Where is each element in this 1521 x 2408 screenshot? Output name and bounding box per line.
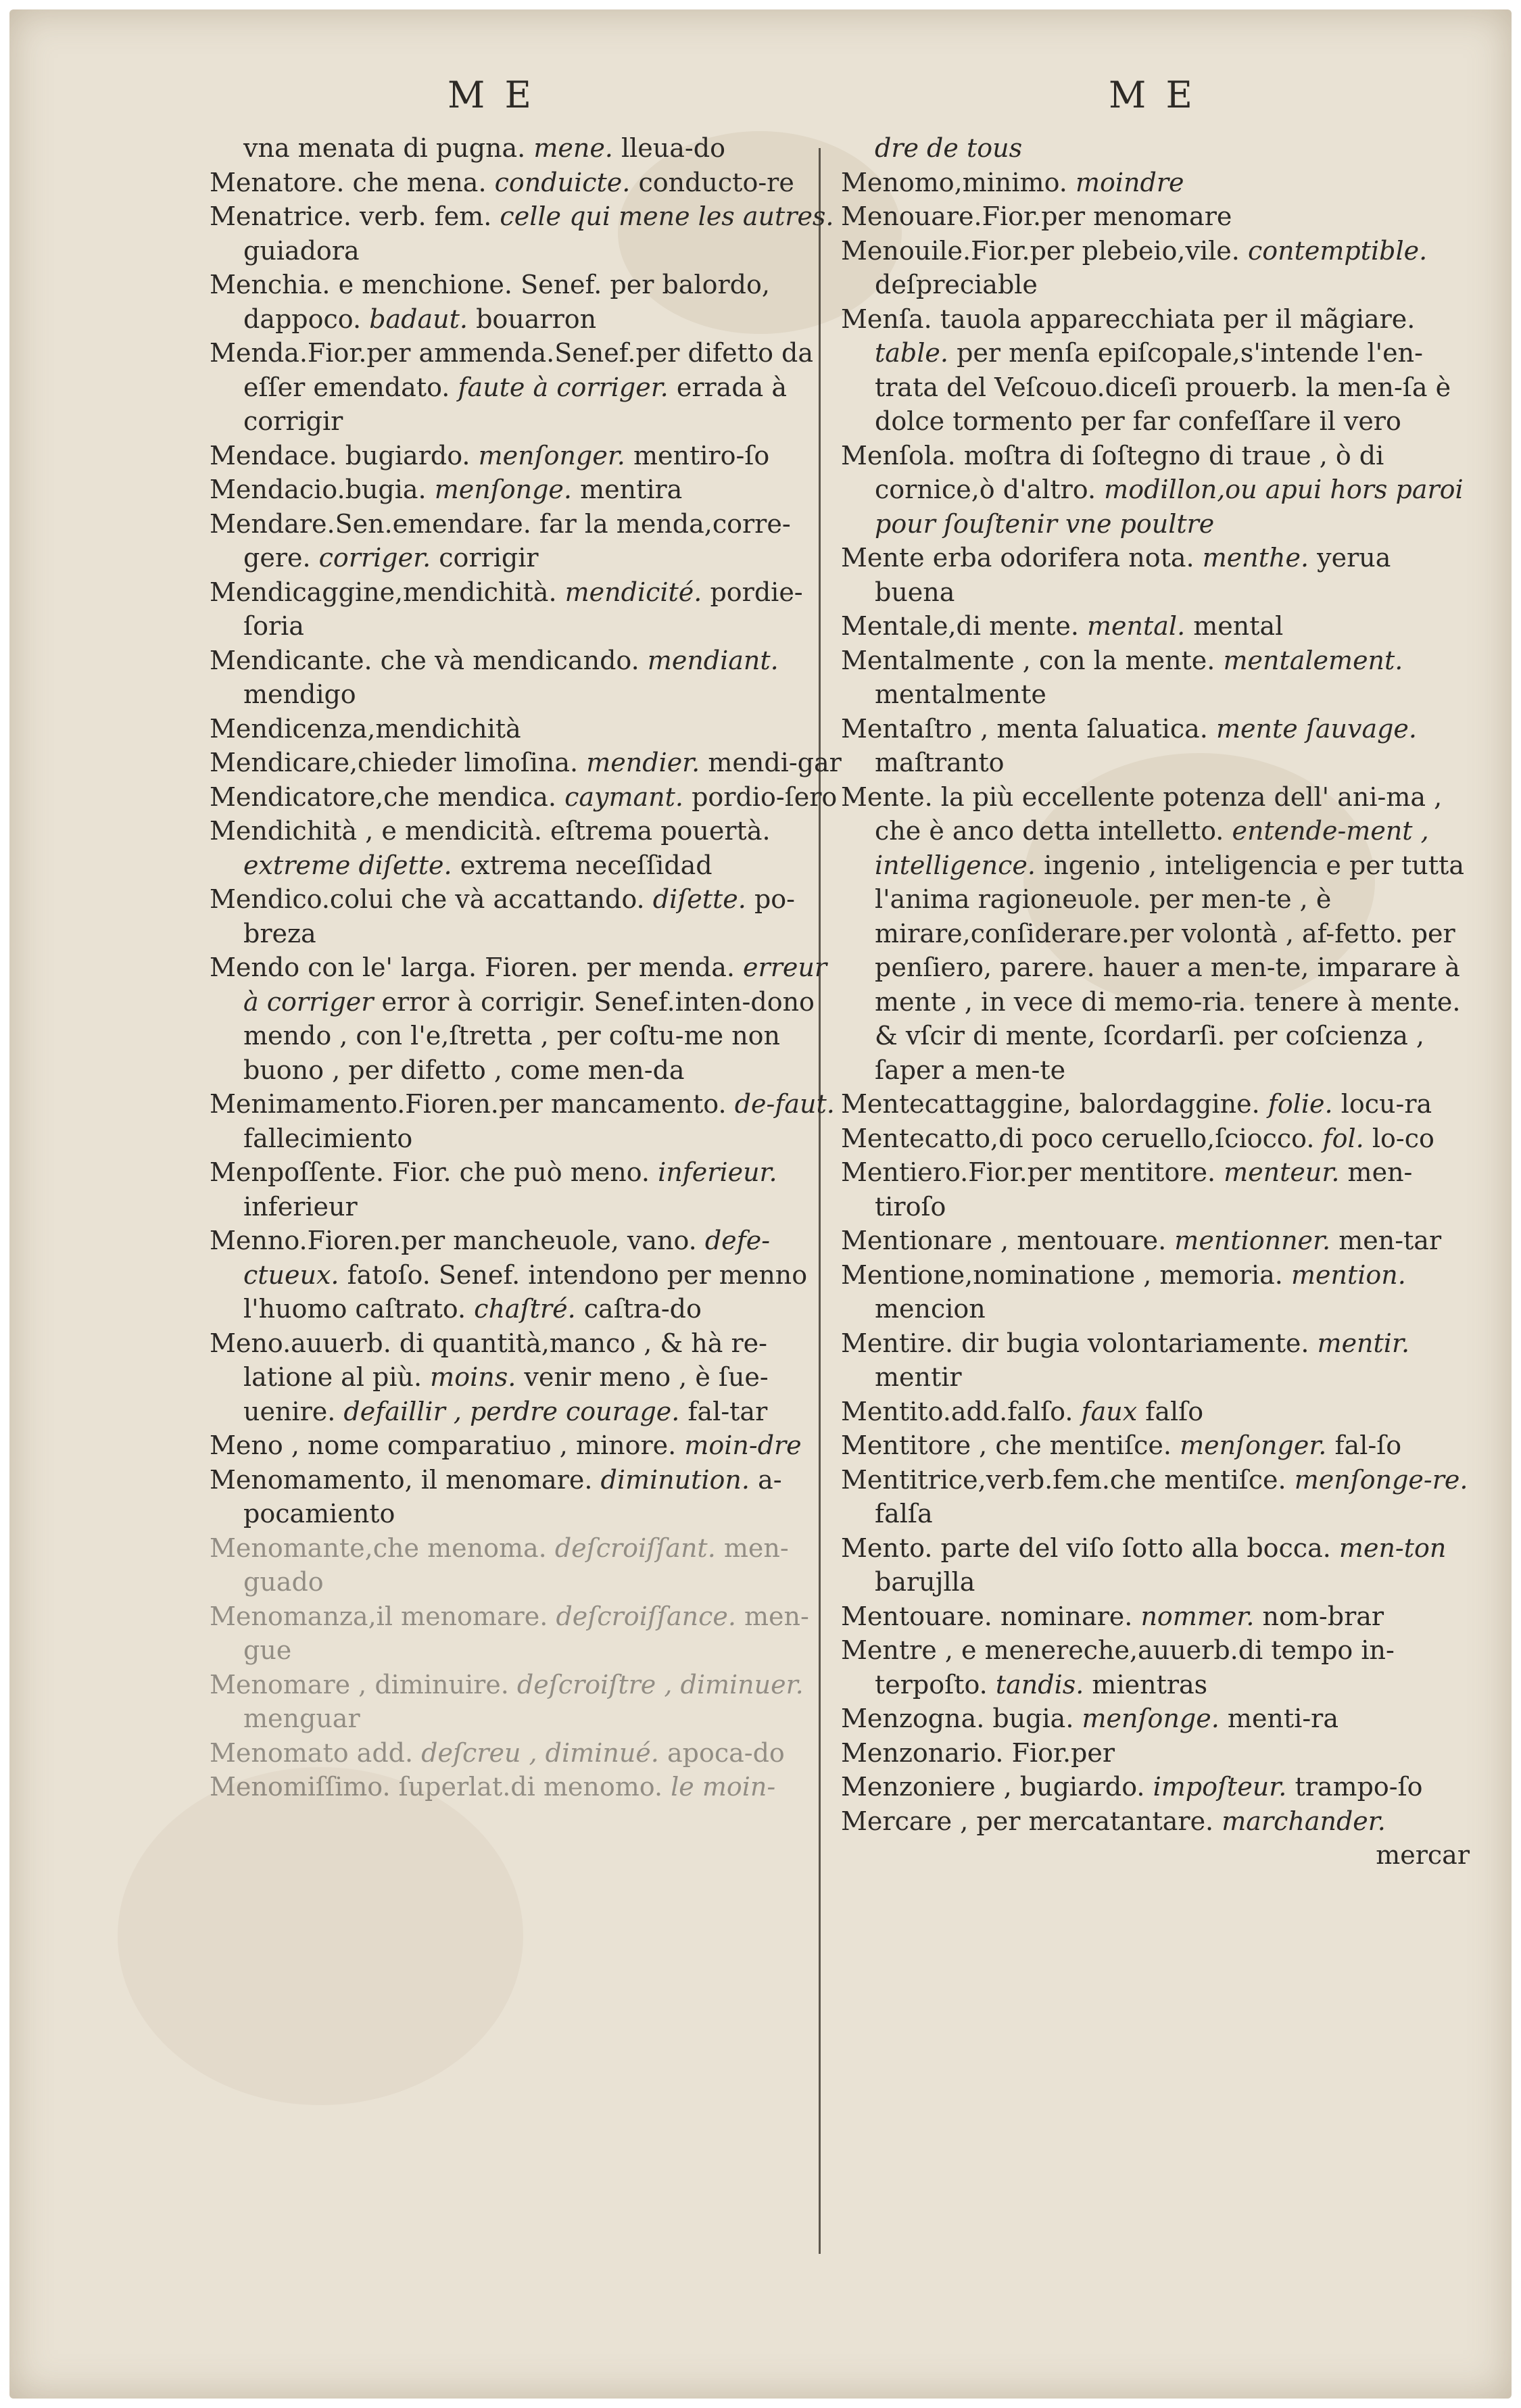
entry-text: Menchia. e menchione. Senef. per balordo, dappoco. [210,270,770,334]
entry-text: Menſa. tauola apparecchiata per il mãgiare. [841,304,1416,334]
entry-text: Mentecattaggine, balordaggine. [841,1089,1260,1119]
dictionary-entry [841,1804,1470,1839]
entry-translation: nommer. [1140,1601,1255,1631]
dictionary-entry [841,199,1470,234]
entry-text: extrema neceſſidad [460,850,713,880]
entry-text: men-guado [243,1533,789,1597]
entry-translation: conduicte. [494,167,631,197]
entry-translation: menthe. [1202,543,1309,573]
entry-translation: folie. [1268,1089,1333,1119]
entry-translation: menſonge. [1082,1704,1220,1733]
entry-text: deſpreciable [875,270,1038,299]
dictionary-entry [841,1122,1470,1156]
entry-text: mentiro-ſo [633,440,770,471]
entry-translation: fol. [1322,1123,1364,1153]
dictionary-entry [210,131,845,166]
entry-text: Mentecatto,di poco ceruello,ſciocco. [841,1123,1315,1153]
entry-translation: corriger. [318,543,431,573]
dictionary-entry [841,1224,1470,1258]
dictionary-entry [210,1155,845,1224]
entry-text: mentir [875,1362,962,1392]
dictionary-entry [210,166,845,200]
entry-translation: marchander. [1222,1806,1386,1836]
entry-text: Mente erba odorifera nota. [841,543,1194,573]
entry-text: mendi-gar [708,748,842,777]
dictionary-entry [841,780,1470,1088]
entry-text: po-breza [243,884,795,948]
dictionary-entry [841,439,1470,541]
entry-text: Mendacio.bugia. [210,475,427,504]
entry-translation: mendicité. [564,577,702,607]
entry-text: Mercare , per mercatantare. [841,1806,1214,1836]
entry-text: Menda.Fior.per ammenda.Senef.per difetto da eſſer emendato. [210,338,814,402]
entry-text: Menomamento, il menomare. [210,1464,593,1495]
dictionary-entry [841,1258,1470,1326]
entry-text: lleua-do [621,133,725,163]
dictionary-entry [210,814,845,882]
entry-text: mental [1193,611,1284,641]
dictionary-entry [841,609,1470,644]
dictionary-entry [210,439,845,473]
entry-translation: menteur. [1224,1157,1340,1187]
book-page [9,9,1512,2399]
dictionary-entry [210,644,845,712]
entry-text: fallecimiento [243,1123,413,1153]
entry-translation: mendier. [586,748,700,777]
entry-text: men-tiroſo [875,1157,1413,1222]
entry-text: Mentire. dir bugia volontariamente. [841,1328,1309,1358]
entry-text: pordie-ſoria [243,577,803,641]
entry-text: Mentre , e menereche,auuerb.di tempo in-terpoſto. [841,1635,1395,1700]
entry-text: mentira [580,475,683,504]
entry-text: Mentalmente , con la mente. [841,645,1215,675]
entry-text: corrigir [439,543,539,573]
entry-text: Menomiſſimo. ſuperlat.di menomo. [210,1772,663,1802]
entry-translation: badaut. [369,304,468,334]
entry-text: Menſola. moſtra di ſoſtegno di traue , ò di cornice,ò d'altro. [841,440,1384,504]
entry-translation: men-ton [1338,1533,1447,1563]
entry-text: Mendace. bugiardo. [210,440,470,471]
entry-translation: mental. [1087,611,1186,641]
entry-translation: defe-ctueux. [243,1226,771,1290]
entry-text: Mendicaggine,mendichità. [210,577,557,607]
entry-text: errada à corrigir [243,372,788,436]
entry-text: Menzogna. bugia. [841,1704,1074,1733]
entry-text: maſtranto [875,748,1005,777]
dictionary-entry [210,1428,845,1463]
entry-translation: faute à corriger. [458,372,669,402]
dictionary-entry [841,1395,1470,1429]
entry-text: Meno.auuerb. di quantità,manco , & hà re-latione al più. [210,1328,767,1392]
entry-translation: impoſteur. [1153,1772,1287,1802]
dictionary-entry [210,199,845,268]
entry-text: Menomante,che menoma. [210,1533,547,1563]
dictionary-entry [841,644,1470,712]
entry-translation: extreme diſette. [243,850,452,880]
dictionary-entry [210,1224,845,1326]
entry-text: men-gue [243,1601,809,1665]
entry-text: Mendo con le' larga. Fioren. per menda. [210,953,735,982]
entry-text: Menomare , diminuire. [210,1669,509,1700]
entry-text: Mentione,nominatione , memoria. [841,1259,1283,1290]
entry-text: Menouare.Fior.per menomare [841,201,1232,231]
entry-text: per menſa epiſcopale,s'intende l'en-trata del Veſcouo.diceſi prouerb. la men-ſa è dolce tormento per far confeſſare il vero [875,338,1451,436]
entry-text: Mentionare , mentouare. [841,1226,1167,1255]
dictionary-entry [841,234,1470,302]
dictionary-entry [210,950,845,1087]
entry-text: Mendico.colui che và accattando. [210,884,645,914]
dictionary-entry [841,1599,1470,1634]
entry-text: Menatrice. verb. fem. [210,201,492,231]
dictionary-entry [210,1770,845,1804]
entry-translation: contemptible. [1247,235,1428,266]
entry-text: Menomo,minimo. [841,167,1067,197]
dictionary-entry [210,1531,845,1599]
running-header-right: M E [1109,74,1197,116]
entry-text: fal-tar [687,1396,768,1426]
entry-translation: defaillir , perdre courage. [343,1396,680,1426]
entry-text: mentalmente [875,679,1046,709]
entry-text: inferieur [243,1191,358,1222]
entry-text: conducto-re [638,167,794,197]
dictionary-entry [841,541,1470,609]
entry-text: caſtra-do [583,1294,702,1324]
entry-translation: moindre [1075,167,1184,197]
entry-translation: deſcroiſſant. [554,1533,716,1563]
entry-text: Mento. parte del viſo ſotto alla bocca. [841,1533,1331,1563]
entry-text: apoca-do [667,1737,785,1768]
dictionary-entry [841,1736,1470,1771]
dictionary-entry [210,1599,845,1668]
entry-translation: moin-dre [684,1430,802,1460]
entry-text: lo-co [1372,1123,1434,1153]
entry-translation: mentir. [1317,1328,1410,1358]
entry-text: bouarron [476,304,597,334]
entry-text: falſa [875,1499,933,1528]
dictionary-entry [210,882,845,950]
entry-text: Mentitrice,verb.fem.che mentiſce. [841,1464,1286,1495]
entry-translation: modillon,ou apui hors paroi pour ſouſtenir vne poultre [875,475,1464,539]
entry-text: Menzoniere , bugiardo. [841,1772,1145,1802]
entry-translation: inferieur. [658,1157,777,1187]
entry-translation: mentalement. [1223,645,1403,675]
dictionary-entry [841,131,1470,166]
entry-translation: menſonger. [1180,1430,1327,1460]
dictionary-entry [210,1087,845,1155]
entry-translation: dre de tous [875,133,1023,163]
dictionary-entry [841,1087,1470,1122]
entry-text: venir meno , è ſue-uenire. [243,1362,769,1426]
dictionary-entry [210,1463,845,1531]
dictionary-entry [210,575,845,644]
dictionary-entry [210,507,845,575]
entry-translation: menſonge. [434,475,572,504]
entry-text: Menatore. che mena. [210,167,487,197]
entry-text: Meno , nome comparatiuo , minore. [210,1430,677,1460]
entry-text: vna menata di pugna. [243,133,526,163]
dictionary-entry [841,302,1470,439]
dictionary-entry [841,1463,1470,1531]
dictionary-entry [841,1155,1470,1224]
entry-translation: mention. [1290,1259,1406,1290]
dictionary-entry [210,1326,845,1429]
entry-translation: erreur à corriger [243,953,827,1017]
entry-translation: mente ſauvage. [1215,713,1417,744]
entry-text: Menno.Fioren.per mancheuole, vano. [210,1226,697,1255]
dictionary-entry [210,473,845,507]
entry-text: locu-ra [1341,1089,1432,1119]
dictionary-entry [210,336,845,439]
dictionary-entry [210,268,845,336]
entry-text: Mendicatore,che mendica. [210,781,556,812]
entry-text: Mentaſtro , menta ſaluatica. [841,713,1208,744]
entry-text: fatoſo. Senef. intendono per menno l'huomo caſtrato. [243,1259,808,1324]
entry-translation: deſcroiſtre , diminuer. [516,1669,804,1700]
entry-text: Mendare.Sen.emendare. far la menda,corre-gere. [210,508,791,573]
entry-translation: diminution. [600,1464,750,1495]
entry-text: Menouile.Fior.per plebeio,vile. [841,235,1240,266]
entry-text: Mendicante. che và mendicando. [210,645,639,675]
entry-translation: tandis. [995,1669,1084,1700]
left-column [210,131,845,1804]
entry-text: Mentouare. nominare. [841,1601,1133,1631]
dictionary-entry [841,166,1470,200]
paper-stain [118,1767,523,2105]
entry-translation: celle qui mene les autres. [500,201,834,231]
entry-translation: le moin- [671,1772,776,1802]
entry-text: Menomanza,il menomare. [210,1601,548,1631]
entry-translation: chaſtré. [474,1294,576,1324]
entry-text: ingenio , inteligencia e per tutta l'anima ragioneuole. per men-te , è mirare,conſiderare.per volontà , af-fetto. per penſiero, parere. hauer a men-te, imparare à mente , in vece di memo-ria. tenere à mente. & vſcir di mente, ſcordarſi. per coſcienza , ſaper a men-te [875,850,1464,1085]
entry-text: pordio-ſero [692,781,838,812]
entry-text: nom-brar [1262,1601,1384,1631]
entry-translation: caymant. [564,781,683,812]
entry-translation: faux [1081,1396,1138,1426]
entry-translation: de-faut. [734,1089,835,1119]
catchword: mercar [1376,1840,1470,1870]
entry-text: menti-ra [1227,1704,1338,1733]
entry-translation: mene. [533,133,613,163]
dictionary-entry [210,712,845,746]
entry-text: Mentiero.Fior.per mentitore. [841,1157,1216,1187]
entry-text: trampo-ſo [1295,1772,1423,1802]
entry-text: Mendicare,chieder limoſina. [210,748,579,777]
entry-text: yerua buena [875,543,1391,607]
entry-text: Menpoſſente. Fior. che può meno. [210,1157,650,1187]
entry-text: Mentale,di mente. [841,611,1079,641]
entry-translation: mentionner. [1174,1226,1331,1255]
entry-text: Mentitore , che mentiſce. [841,1430,1172,1460]
entry-text: menguar [243,1704,360,1733]
entry-text: Menimamento.Fioren.per mancamento. [210,1089,727,1119]
entry-text: Menzonario. Fior.per [841,1737,1115,1768]
entry-text: falſo [1145,1396,1204,1426]
entry-text: barujlla [875,1567,975,1597]
entry-text: error à corrigir. Senef.inten-dono mendo , con l'e,ſtretta , per coſtu-me non buono , per difetto , come men-da [243,986,815,1085]
entry-text: mientras [1092,1669,1208,1700]
entry-text: mencion [875,1294,986,1324]
entry-text: Mentito.add.falſo. [841,1396,1073,1426]
running-header-left: M E [448,74,535,116]
dictionary-entry [841,1428,1470,1463]
dictionary-entry [841,1326,1470,1395]
entry-text: a-pocamiento [243,1464,782,1528]
entry-translation: entende-ment , intelligence. [875,816,1429,880]
entry-text: Menomato add. [210,1737,414,1768]
entry-translation: menſonger. [478,440,625,471]
right-column [841,131,1470,1873]
entry-text: Mendichità , e mendicità. eſtrema pouertà. [210,816,771,846]
entry-translation: moins. [430,1362,516,1392]
dictionary-entry [841,1633,1470,1702]
entry-text: fal-ſo [1334,1430,1402,1460]
dictionary-entry [210,1668,845,1736]
entry-translation: diſette. [652,884,746,914]
entry-text: Mendicenza,mendichità [210,713,521,744]
dictionary-entry [210,746,845,780]
dictionary-entry [210,1736,845,1771]
entry-text: mendigo [243,679,356,709]
dictionary-entry [841,1702,1470,1736]
entry-text: guiadora [243,235,360,266]
dictionary-entry [841,1531,1470,1599]
dictionary-entry [841,712,1470,780]
entry-translation: table. [875,338,948,368]
entry-translation: mendiant. [647,645,779,675]
entry-translation: deſcreu , diminué. [421,1737,659,1768]
entry-text: men-tar [1338,1226,1442,1255]
dictionary-entry [210,780,845,815]
entry-translation: menſonge-re. [1294,1464,1468,1495]
dictionary-entry [841,1770,1470,1804]
entry-translation: deſcroiſſance. [556,1601,736,1631]
entry-text: Mente. la più eccellente potenza dell' ani-ma , che è anco detta intelletto. [841,781,1443,846]
